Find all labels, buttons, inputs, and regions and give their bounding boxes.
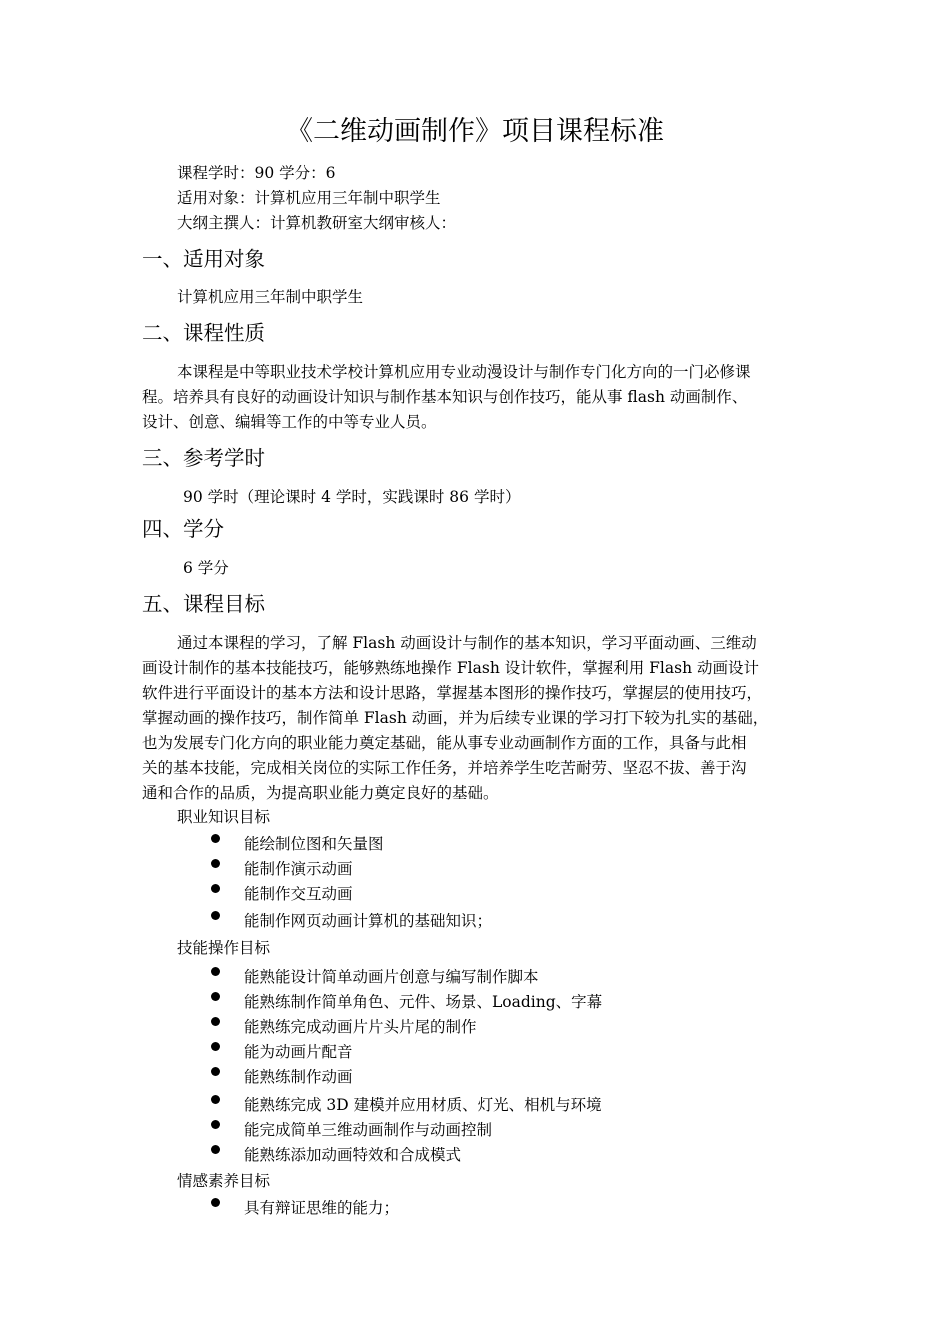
document-title: 《二维动画制作》项目课程标准: [286, 116, 664, 147]
list-item-text: 能制作交互动画: [244, 885, 353, 903]
meta-authors: 大纲主撰人：计算机教研室大纲审核人：: [177, 214, 457, 232]
list-item-text: 具有辩证思维的能力；: [244, 1199, 400, 1217]
list-item-text: 能绘制位图和矢量图: [244, 835, 384, 853]
bullet-icon: [211, 992, 220, 1001]
bullet-icon: [211, 1120, 220, 1129]
bullet-icon: [211, 967, 220, 976]
bullet-icon: [211, 1198, 220, 1207]
list-item-text: 能制作网页动画计算机的基础知识；: [244, 912, 493, 930]
list-item-text: 能熟练完成动画片片头片尾的制作: [244, 1018, 477, 1036]
list-item-text: 能为动画片配音: [244, 1043, 353, 1061]
meta-audience: 适用对象：计算机应用三年制中职学生: [177, 189, 441, 207]
section-5-line-7: 通和合作的品质，为提高职业能力奠定良好的基础。: [142, 784, 499, 802]
section-5-line-5: 也为发展专门化方向的职业能力奠定基础，能从事专业动画制作方面的工作，具备与此相: [142, 734, 747, 752]
list-item-text: 能熟练制作简单角色、元件、场景、Loading、字幕: [244, 993, 603, 1011]
section-heading-1: 一、适用对象: [142, 247, 265, 271]
section-heading-5: 五、课程目标: [142, 592, 265, 616]
list-item-text: 能熟练制作动画: [244, 1068, 353, 1086]
bullet-icon: [211, 884, 220, 893]
section-2-line-1: 本课程是中等职业技术学校计算机应用专业动漫设计与制作专门化方向的一门必修课: [177, 363, 751, 381]
list-item-text: 能熟能设计简单动画片创意与编写制作脚本: [244, 968, 539, 986]
bullet-icon: [211, 834, 220, 843]
knowledge-goals-label: 职业知识目标: [177, 808, 271, 826]
bullet-icon: [211, 911, 220, 920]
section-2-line-3: 设计、创意、编辑等工作的中等专业人员。: [142, 413, 437, 431]
section-5-line-1: 通过本课程的学习，了解 Flash 动画设计与制作的基本知识，学习平面动画、三维动: [177, 634, 757, 652]
section-3-text: 90 学时（理论课时 4 学时，实践课时 86 学时）: [183, 488, 521, 506]
section-5-line-2: 画设计制作的基本技能技巧，能够熟练地操作 Flash 设计软件，掌握利用 Flash 动画设计: [142, 659, 759, 677]
list-item-text: 能熟练添加动画特效和合成模式: [244, 1146, 462, 1164]
meta-hours-credits: 课程学时：90 学分：6: [177, 164, 336, 182]
section-2-line-2: 程。培养具有良好的动画设计知识与制作基本知识与创作技巧，能从事 flash 动画制作、: [142, 388, 748, 406]
bullet-icon: [211, 1067, 220, 1076]
section-heading-2: 二、课程性质: [142, 321, 265, 345]
bullet-icon: [211, 1145, 220, 1154]
section-heading-4: 四、学分: [142, 517, 224, 541]
list-item-text: 能完成简单三维动画制作与动画控制: [244, 1121, 493, 1139]
bullet-icon: [211, 859, 220, 868]
bullet-icon: [211, 1095, 220, 1104]
bullet-icon: [211, 1017, 220, 1026]
affect-goals-label: 情感素养目标: [177, 1172, 271, 1190]
section-5-line-4: 掌握动画的操作技巧，制作简单 Flash 动画，并为后续专业课的学习打下较为扎实的基础，: [142, 709, 769, 727]
bullet-icon: [211, 1042, 220, 1051]
list-item-text: 能制作演示动画: [244, 860, 353, 878]
section-1-text: 计算机应用三年制中职学生: [177, 288, 364, 306]
section-5-line-6: 关的基本技能，完成相关岗位的实际工作任务，并培养学生吃苦耐劳、坚忍不拔、善于沟: [142, 759, 747, 777]
skill-goals-label: 技能操作目标: [177, 939, 271, 957]
list-item-text: 能熟练完成 3D 建模并应用材质、灯光、相机与环境: [244, 1096, 602, 1114]
section-4-text: 6 学分: [183, 559, 229, 577]
section-5-line-3: 软件进行平面设计的基本方法和设计思路，掌握基本图形的操作技巧，掌握层的使用技巧，: [142, 684, 763, 702]
section-heading-3: 三、参考学时: [142, 446, 265, 470]
